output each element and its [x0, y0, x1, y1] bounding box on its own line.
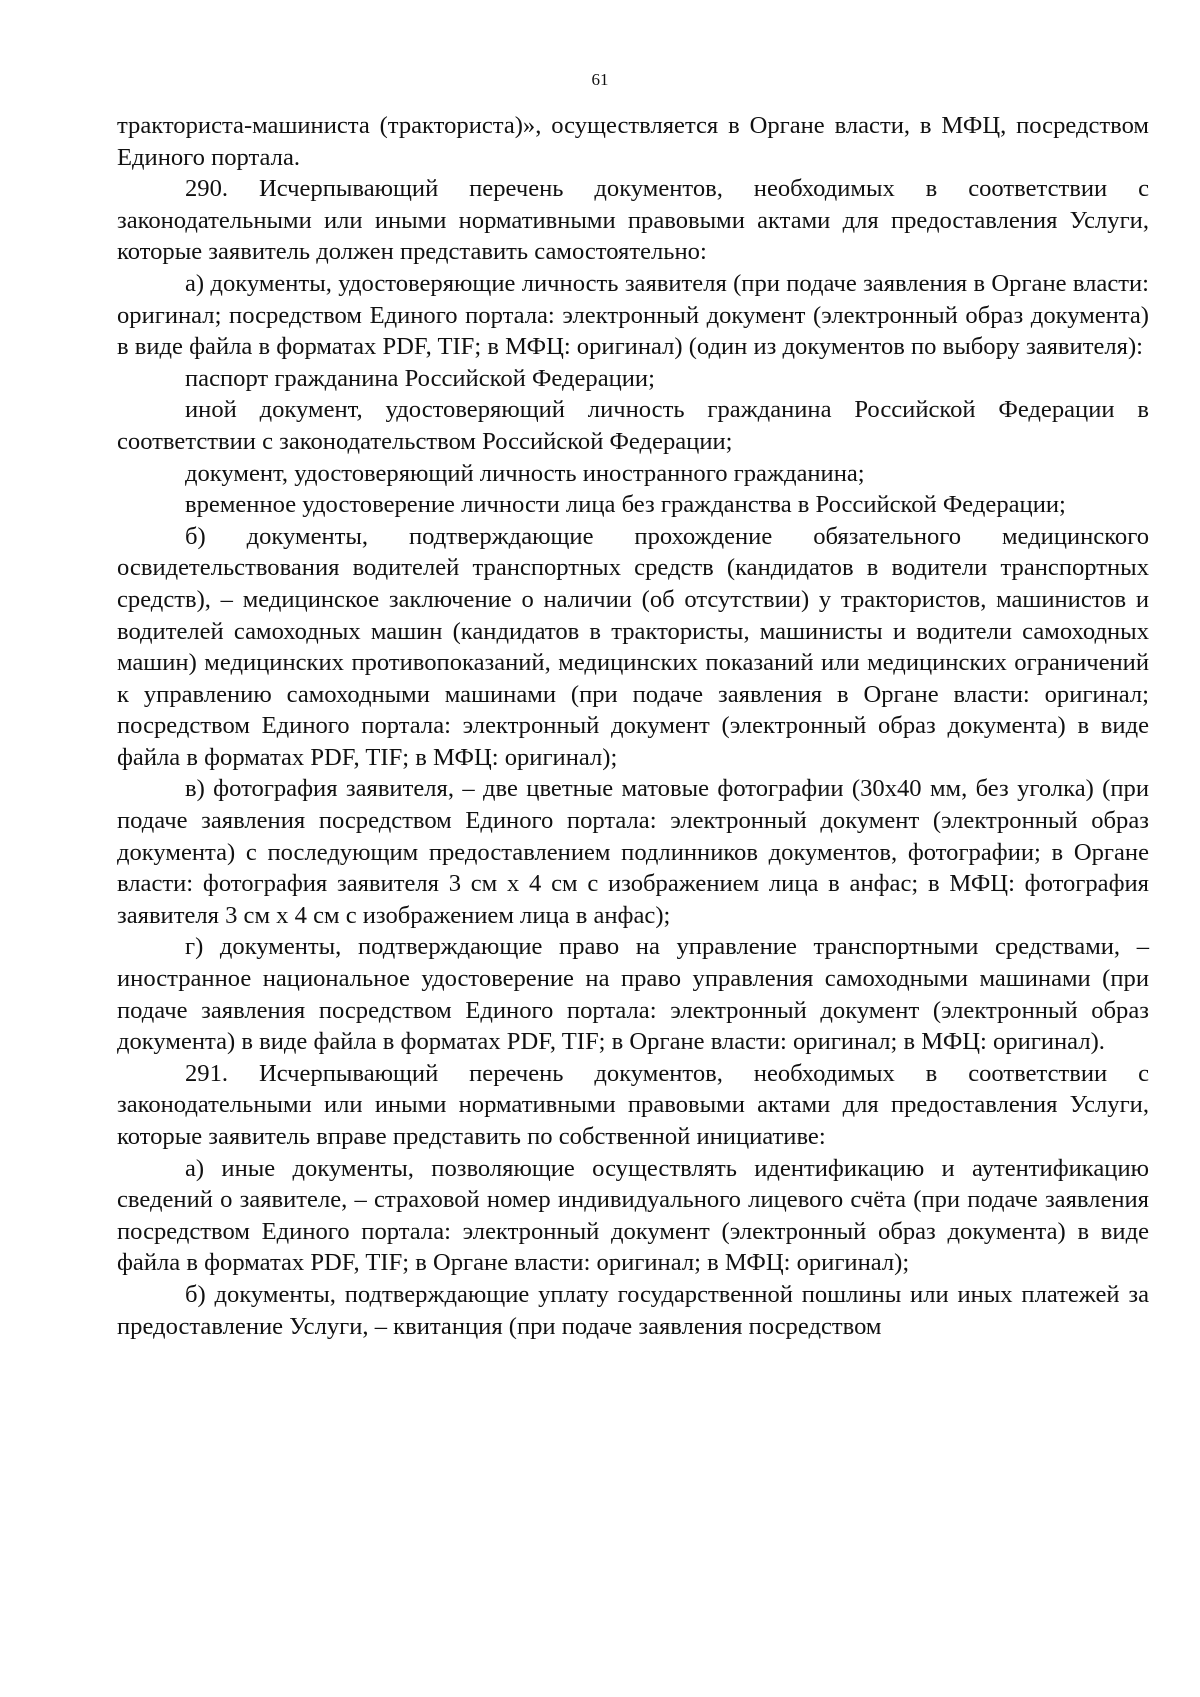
paragraph-290: 290. Исчерпывающий перечень документов, необходимых в соответствии с законодательными или иными нормативными правовыми актами для предоставления Услуги, которые заявитель должен представить самостоятельно: [117, 175, 1149, 266]
paragraph-291-b: б) документы, подтверждающие уплату государственной пошлины или иных платежей за предоставление Услуги, – квитанция (при подаче заявления посредством [117, 1280, 1149, 1340]
list-item-foreign-id: документ, удостоверяющий личность иностранного гражданина; [185, 459, 865, 487]
list-item-temporary-id: временное удостоверение личности лица без гражданства в Российской Федерации; [185, 491, 1066, 519]
paragraph-291: 291. Исчерпывающий перечень документов, необходимых в соответствии с законодательными или иными нормативными правовыми актами для предоставления Услуги, которые заявитель вправе представить по собственной инициативе: [117, 1059, 1149, 1150]
paragraph-290-a: а) документы, удостоверяющие личность заявителя (при подаче заявления в Органе власти: оригинал; посредством Единого портала: электронный документ (электронный образ документа) в виде файла в форматах PDF, TIF; в МФЦ: оригинал) (один из документов по выбору заявителя): [117, 269, 1149, 361]
paragraph-291-a: а) иные документы, позволяющие осуществлять идентификацию и аутентификацию сведений о заявителе, – страховой номер индивидуального лицевого счёта (при подаче заявления посредством Единого портала: электронный документ (электронный образ документа) в виде файла в форматах PDF, TIF; в Органе власти: оригинал; в МФЦ: оригинал); [117, 1154, 1149, 1277]
paragraph-290-v: в) фотография заявителя, – две цветные матовые фотографии (30х40 мм, без уголка) (при подаче заявления посредством Единого портала: электронный документ (электронный образ документа) с последующим предоставлением подлинников документов, фотографии; в Органе власти: фотография заявителя 3 см х 4 см с изображением лица в анфас; в МФЦ: фотография заявителя 3 см х 4 см с изображением лица в анфас); [117, 775, 1149, 929]
list-item-passport: паспорт гражданина Российской Федерации; [185, 364, 655, 392]
paragraph-continuation: тракториста-машиниста (тракториста)», осуществляется в Органе власти, в МФЦ, посредством Единого портала. [117, 112, 1149, 171]
paragraph-290-b: б) документы, подтверждающие прохождение обязательного медицинского освидетельствования водителей транспортных средств (кандидатов в водители транспортных средств), – медицинское заключение о наличии (об отсутствии) у трактористов, машинистов и водителей самоходных машин (кандидатов в трактористы, машинисты и водители самоходных машин) медицинских противопоказаний, медицинских показаний или медицинских ограничений к управлению самоходными машинами (при подаче заявления в Органе власти: оригинал; посредством Единого портала: электронный документ (электронный образ документа) в виде файла в форматах PDF, TIF; в МФЦ: оригинал); [117, 522, 1149, 771]
list-item-other-id: иной документ, удостоверяющий личность гражданина Российской Федерации в соответствии с законодательством Российской Федерации; [117, 396, 1149, 455]
page-number: 61 [591, 70, 609, 89]
document-body [117, 110, 1149, 1342]
paragraph-290-g: г) документы, подтверждающие право на управление транспортными средствами, – иностранное национальное удостоверение на право управления самоходными машинами (при подаче заявления посредством Единого портала: электронный документ (электронный образ документа) в виде файла в форматах PDF, TIF; в Органе власти: оригинал; в МФЦ: оригинал). [117, 933, 1149, 1056]
